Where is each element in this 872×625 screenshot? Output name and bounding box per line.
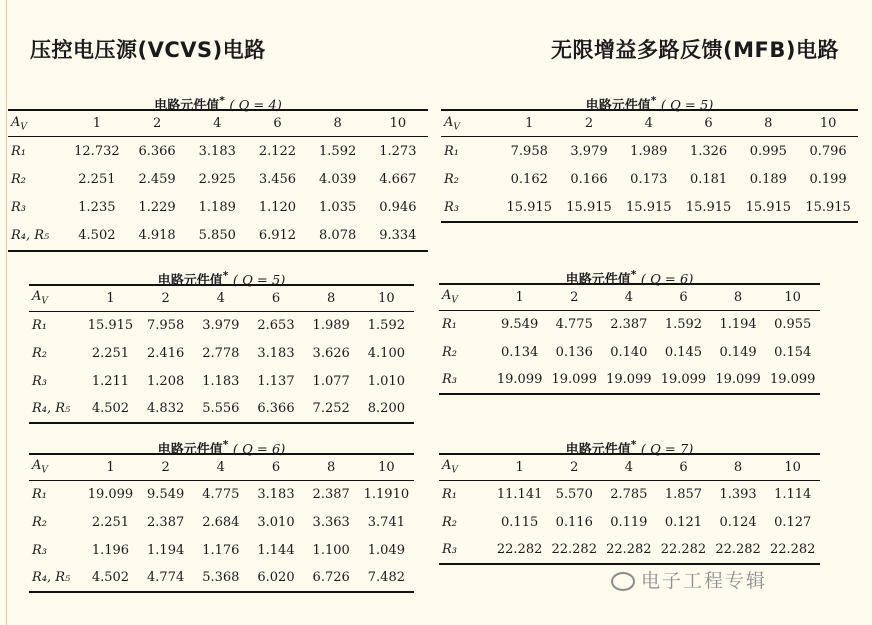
- gain-column-header: 2: [570, 289, 579, 305]
- value-cell: 2.251: [78, 171, 116, 187]
- caption-text: 电路元件值: [157, 442, 223, 458]
- value-cell: 3.010: [257, 514, 295, 530]
- table-row: [439, 536, 820, 564]
- gain-column-header: 1: [92, 116, 102, 131]
- value-cell: 1.211: [91, 373, 130, 389]
- header-row: [439, 454, 820, 480]
- table-row: [29, 395, 414, 423]
- value-cell: 0.796: [809, 143, 847, 159]
- value-cell: 6.020: [257, 570, 295, 585]
- value-cell: 15.915: [87, 317, 134, 333]
- table-caption: [29, 436, 414, 458]
- gain-column-header: 1: [106, 459, 115, 475]
- value-cell: 4.502: [78, 228, 116, 244]
- gain-subscript: V: [453, 122, 460, 133]
- value-cell: 1.592: [664, 316, 703, 332]
- value-cell: 0.149: [719, 344, 757, 360]
- value-cell: 4.775: [555, 316, 593, 332]
- gain-column-header: 8: [327, 459, 336, 475]
- gain-subscript: V: [451, 466, 458, 477]
- value-cell: 6.366: [138, 143, 176, 159]
- gain-column-header: 6: [273, 116, 282, 131]
- value-cell: 1.035: [319, 200, 357, 216]
- gain-symbol: $A_V$: [32, 458, 48, 477]
- table-row: [439, 310, 820, 338]
- gain-label: [439, 284, 492, 310]
- table-row: [441, 165, 858, 194]
- row-label: R₃: [442, 542, 457, 557]
- gain-symbol: $A_V$: [444, 114, 460, 133]
- value-cell: 4.100: [367, 345, 405, 361]
- gain-label: [29, 454, 83, 480]
- row-label: R₁: [32, 486, 47, 502]
- gain-subscript: V: [41, 466, 48, 477]
- gain-label: [8, 110, 67, 137]
- value-cell: 3.183: [257, 486, 295, 502]
- table-row: [29, 480, 414, 508]
- gain-subscript: V: [20, 122, 27, 133]
- caption-footnote-mark: *: [650, 94, 657, 107]
- caption-text: 电路元件值: [565, 272, 631, 288]
- table-row: [439, 508, 820, 536]
- caption-footnote-mark: *: [222, 269, 229, 282]
- table-row: [29, 564, 414, 592]
- table-row: [441, 194, 858, 223]
- gain-column-header: 10: [819, 116, 837, 131]
- row-label: R₂: [442, 514, 457, 530]
- value-cell: 1.010: [367, 373, 405, 389]
- gain-column-header: 4: [644, 116, 653, 131]
- gain-column-header: 10: [389, 116, 407, 131]
- gain-label: [439, 454, 492, 480]
- value-cell: 22.282: [769, 542, 816, 557]
- value-cell: 0.946: [379, 200, 417, 216]
- value-cell: 1.114: [774, 486, 812, 502]
- gain-column-header: 4: [624, 289, 633, 305]
- gain-column-header: 8: [327, 290, 336, 306]
- caption-footnote-mark: *: [630, 438, 637, 451]
- caption-footnote-mark: *: [222, 438, 229, 451]
- value-cell: 5.556: [202, 401, 240, 416]
- value-cell: 1.857: [664, 486, 703, 502]
- value-cell: 9.549: [147, 486, 185, 502]
- value-cell: 3.626: [312, 345, 350, 361]
- gain-column-header: 1: [515, 459, 524, 475]
- row-label: R₂: [32, 514, 47, 530]
- value-cell: 6.912: [258, 228, 297, 244]
- value-cell: 15.915: [506, 199, 552, 215]
- header-row: [439, 284, 820, 310]
- value-cell: 1.144: [257, 542, 295, 558]
- table-row: [29, 367, 414, 395]
- table-caption: [441, 92, 858, 114]
- value-cell: 2.251: [91, 514, 130, 530]
- value-cell: 1.049: [367, 542, 405, 558]
- value-cell: 1.235: [78, 200, 116, 216]
- table-row: [439, 338, 820, 366]
- gain-label: [441, 110, 499, 137]
- value-cell: 9.334: [379, 228, 417, 244]
- header-row: [29, 454, 414, 480]
- value-cell: 15.915: [745, 199, 792, 215]
- table-row: [8, 222, 428, 251]
- gain-column-header: 1: [515, 289, 524, 305]
- value-cell: 0.116: [555, 514, 593, 530]
- value-cell: 11.141: [496, 486, 543, 502]
- gain-column-header: 6: [271, 459, 281, 475]
- value-cell: 1.183: [202, 373, 240, 389]
- value-cell: 0.995: [749, 143, 787, 159]
- row-label: R₃: [444, 199, 459, 215]
- watermark-text: 电子工程专辑: [641, 570, 768, 592]
- vcvs-heading: 压控电压源(VCVS)电路: [30, 38, 266, 62]
- caption-q-value: ( Q = 6): [640, 272, 694, 288]
- value-cell: 15.915: [626, 199, 672, 215]
- values-table: [441, 109, 858, 223]
- value-cell: 8.200: [367, 401, 405, 416]
- row-label: R₁: [11, 143, 26, 159]
- value-cell: 15.915: [685, 199, 732, 215]
- value-cell: 0.136: [555, 344, 593, 360]
- value-cell: 22.282: [660, 542, 707, 557]
- value-cell: 4.832: [147, 401, 185, 416]
- gain-column-header: 8: [764, 116, 773, 131]
- table-row: [29, 536, 414, 564]
- value-cell: 15.915: [805, 199, 851, 215]
- value-cell: 6.726: [312, 570, 350, 585]
- value-cell: 4.775: [202, 486, 240, 502]
- gain-column-header: 2: [584, 116, 594, 131]
- value-cell: 15.915: [566, 199, 612, 215]
- caption-text: 电路元件值: [154, 98, 220, 114]
- value-cell: 0.140: [610, 344, 648, 360]
- gain-column-header: 8: [733, 289, 743, 305]
- gain-column-header: 6: [679, 459, 688, 475]
- value-cell: 2.387: [312, 486, 350, 502]
- watermark: [611, 566, 767, 593]
- gain-column-header: 8: [333, 116, 342, 131]
- values-table: [439, 453, 820, 565]
- value-cell: 1.077: [312, 373, 350, 389]
- value-cell: 2.387: [610, 316, 648, 332]
- value-cell: 0.115: [501, 514, 539, 530]
- table-row: [439, 366, 820, 394]
- mfb-q5-table: [441, 92, 858, 223]
- row-label: R₂: [11, 171, 26, 187]
- value-cell: 7.252: [312, 401, 350, 416]
- row-label: R₄, R₅: [11, 228, 50, 244]
- value-cell: 1.1910: [363, 486, 410, 502]
- value-cell: 1.208: [147, 373, 185, 389]
- gain-symbol: $A_V$: [442, 288, 458, 307]
- value-cell: 19.099: [715, 372, 761, 387]
- value-cell: 3.979: [570, 143, 608, 159]
- caption-footnote-mark: *: [630, 268, 637, 281]
- value-cell: 19.099: [551, 372, 597, 387]
- value-cell: 1.989: [630, 143, 668, 159]
- value-cell: 3.456: [258, 171, 297, 187]
- gain-column-header: 2: [161, 290, 170, 306]
- caption-text: 电路元件值: [565, 442, 631, 458]
- chat-bubble-icon: [611, 572, 635, 591]
- vcvs-q6-table: [29, 436, 414, 593]
- values-table: [8, 109, 428, 252]
- row-label: R₃: [32, 373, 47, 389]
- gain-column-header: 6: [271, 290, 281, 306]
- table-caption: [8, 92, 428, 114]
- value-cell: 1.137: [257, 373, 295, 389]
- value-cell: 3.183: [198, 143, 236, 159]
- value-cell: 22.282: [715, 542, 761, 557]
- gain-label: [29, 285, 83, 311]
- gain-column-header: 2: [570, 459, 579, 475]
- caption-footnote-mark: *: [219, 94, 225, 107]
- row-label: R₁: [444, 143, 459, 159]
- table-caption: [439, 266, 820, 288]
- row-label: R₄, R₅: [32, 401, 71, 416]
- header-row: [441, 110, 858, 137]
- value-cell: 1.176: [202, 542, 240, 558]
- table-row: [29, 311, 414, 339]
- value-cell: 2.684: [202, 514, 240, 530]
- value-cell: 2.925: [198, 171, 236, 187]
- gain-column-header: 1: [525, 116, 534, 131]
- value-cell: 7.958: [147, 317, 185, 333]
- value-cell: 0.173: [630, 171, 668, 187]
- value-cell: 4.667: [379, 171, 417, 187]
- value-cell: 0.119: [610, 514, 648, 530]
- value-cell: 1.592: [319, 143, 357, 159]
- value-cell: 1.189: [198, 200, 236, 216]
- value-cell: 2.653: [257, 317, 295, 333]
- value-cell: 1.393: [719, 486, 757, 502]
- value-cell: 5.368: [202, 570, 240, 585]
- value-cell: 2.387: [147, 514, 185, 530]
- gain-column-header: 4: [216, 290, 225, 306]
- vcvs-q4-table: [8, 92, 428, 252]
- gain-column-header: 6: [704, 116, 713, 131]
- gain-column-header: 4: [213, 116, 222, 131]
- row-label: R₂: [442, 344, 457, 360]
- mfb-q7-table: [439, 436, 820, 565]
- gain-column-header: 4: [216, 459, 225, 475]
- header-row: [8, 110, 428, 137]
- value-cell: 19.099: [87, 486, 134, 502]
- caption-q-value: ( Q = 5): [232, 273, 286, 289]
- value-cell: 1.100: [312, 542, 350, 558]
- mfb-heading: 无限增益多路反馈(MFB)电路: [551, 38, 839, 62]
- row-label: R₃: [32, 542, 47, 558]
- value-cell: 0.134: [501, 344, 539, 360]
- value-cell: 2.785: [610, 486, 648, 502]
- value-cell: 4.502: [91, 570, 130, 585]
- gain-subscript: V: [41, 297, 48, 308]
- gain-symbol: $A_V$: [442, 458, 458, 477]
- value-cell: 0.145: [664, 344, 703, 360]
- value-cell: 0.955: [774, 316, 812, 332]
- row-label: R₁: [442, 316, 457, 332]
- row-label: R₂: [444, 171, 459, 187]
- table-row: [8, 194, 428, 223]
- value-cell: 19.099: [769, 372, 816, 387]
- vcvs-q5-table: [29, 267, 414, 424]
- table-row: [29, 508, 414, 536]
- gain-column-header: 1: [106, 290, 115, 306]
- value-cell: 0.199: [809, 171, 847, 187]
- value-cell: 1.194: [147, 542, 185, 558]
- gain-symbol: $A_V$: [11, 114, 27, 133]
- values-table: [29, 284, 414, 424]
- value-cell: 1.592: [367, 317, 405, 333]
- value-cell: 0.121: [664, 514, 703, 530]
- value-cell: 0.154: [774, 344, 812, 360]
- gain-column-header: 10: [378, 459, 395, 475]
- value-cell: 2.416: [147, 345, 185, 361]
- gain-column-header: 6: [679, 289, 688, 305]
- value-cell: 1.326: [689, 143, 728, 159]
- value-cell: 1.229: [138, 200, 176, 216]
- value-cell: 19.099: [496, 372, 543, 387]
- value-cell: 2.122: [258, 143, 297, 159]
- gain-column-header: 10: [784, 459, 801, 475]
- value-cell: 22.282: [606, 542, 652, 557]
- gain-column-header: 8: [733, 459, 743, 475]
- value-cell: 0.124: [719, 514, 757, 530]
- value-cell: 3.363: [312, 514, 350, 530]
- value-cell: 19.099: [606, 372, 652, 387]
- caption-q-value: ( Q = 6): [232, 442, 286, 458]
- value-cell: 2.251: [91, 345, 130, 361]
- value-cell: 5.570: [555, 486, 593, 502]
- mfb-q6-table: [439, 266, 820, 395]
- value-cell: 4.039: [319, 171, 357, 187]
- row-label: R₃: [11, 200, 26, 216]
- value-cell: 4.918: [138, 228, 176, 244]
- value-cell: 22.282: [551, 542, 597, 557]
- value-cell: 4.774: [147, 570, 185, 585]
- value-cell: 0.181: [689, 171, 728, 187]
- table-row: [441, 137, 858, 166]
- row-label: R₁: [32, 317, 47, 333]
- value-cell: 9.549: [501, 316, 539, 332]
- gain-symbol: $A_V$: [32, 289, 48, 308]
- value-cell: 1.120: [258, 200, 297, 216]
- values-table: [439, 283, 820, 395]
- table-row: [439, 480, 820, 508]
- values-table: [29, 453, 414, 593]
- gain-column-header: 10: [784, 289, 801, 305]
- gain-column-header: 2: [152, 116, 162, 131]
- value-cell: 0.189: [749, 171, 787, 187]
- row-label: R₁: [442, 486, 457, 502]
- value-cell: 2.778: [202, 345, 240, 361]
- value-cell: 8.078: [319, 228, 357, 244]
- value-cell: 12.732: [74, 143, 120, 159]
- value-cell: 1.273: [379, 143, 417, 159]
- table-caption: [439, 436, 820, 458]
- value-cell: 6.366: [257, 401, 295, 416]
- table-row: [29, 339, 414, 367]
- row-label: R₃: [442, 372, 457, 387]
- gain-column-header: 4: [624, 459, 633, 475]
- value-cell: 19.099: [660, 372, 707, 387]
- value-cell: 0.166: [570, 171, 608, 187]
- table-row: [8, 165, 428, 194]
- value-cell: 5.850: [198, 228, 236, 244]
- value-cell: 22.282: [496, 542, 543, 557]
- gain-subscript: V: [451, 296, 458, 307]
- value-cell: 7.958: [510, 143, 548, 159]
- value-cell: 4.502: [91, 401, 130, 416]
- value-cell: 2.459: [138, 171, 176, 187]
- value-cell: 3.183: [257, 345, 295, 361]
- caption-q-value: ( Q = 7): [640, 442, 694, 458]
- value-cell: 3.741: [367, 514, 405, 530]
- gain-column-header: 10: [378, 290, 395, 306]
- value-cell: 1.989: [312, 317, 350, 333]
- row-label: R₄, R₅: [32, 570, 71, 585]
- caption-text: 电路元件值: [585, 98, 651, 114]
- value-cell: 1.194: [719, 316, 757, 332]
- caption-q-value: ( Q = 4): [229, 98, 282, 114]
- header-row: [29, 285, 414, 311]
- value-cell: 7.482: [367, 570, 405, 585]
- gain-column-header: 2: [161, 459, 170, 475]
- value-cell: 0.162: [510, 171, 548, 187]
- table-row: [8, 137, 428, 166]
- caption-q-value: ( Q = 5): [660, 98, 714, 114]
- page-edge-line: [6, 0, 7, 625]
- value-cell: 3.979: [202, 317, 240, 333]
- value-cell: 1.196: [91, 542, 130, 558]
- value-cell: 0.127: [774, 514, 812, 530]
- table-caption: [29, 267, 414, 289]
- row-label: R₂: [32, 345, 47, 361]
- caption-text: 电路元件值: [157, 273, 223, 289]
